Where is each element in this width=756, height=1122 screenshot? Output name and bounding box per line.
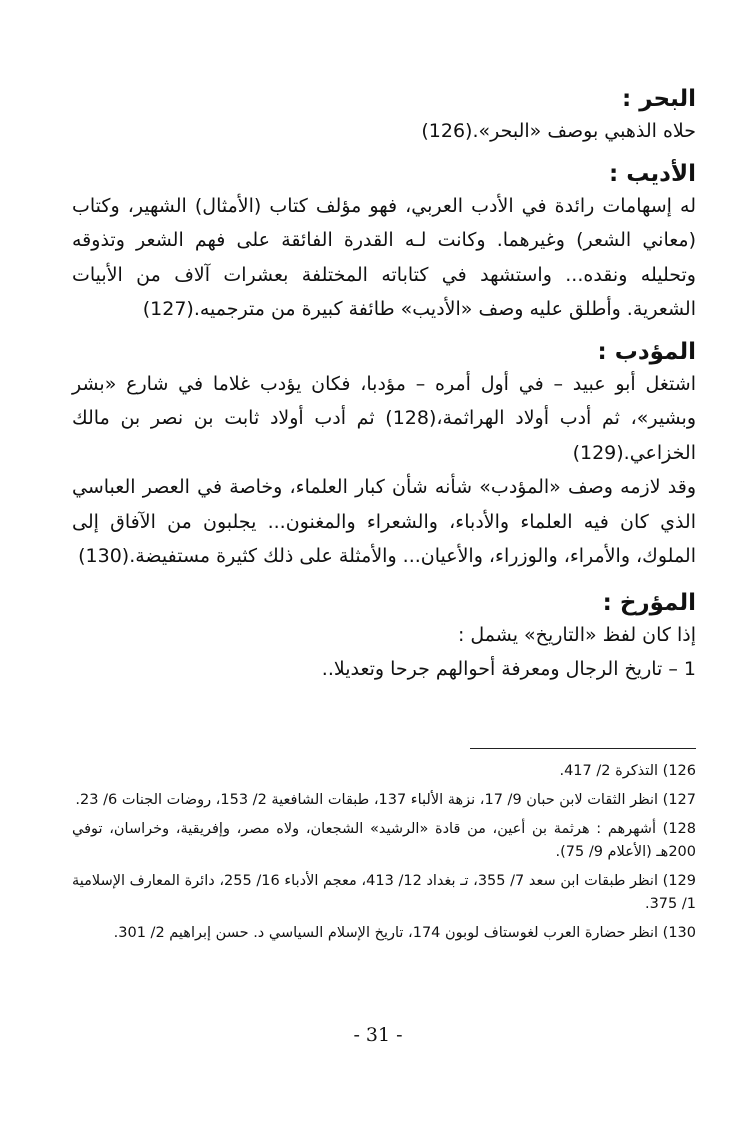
footnote-126: 126) التذكرة 2/ 417. — [559, 763, 696, 779]
section-heading-historian: المؤرخ : — [602, 589, 696, 616]
footnote-130: 130) انظر حضارة العرب لغوستاف لوبون 174، تاريخ الإسلام السياسي د. حسن إبراهيم 2/ 301. — [113, 925, 696, 941]
section-heading-literary: الأديب : — [608, 160, 696, 187]
section-heading-educator: المؤدب : — [597, 338, 696, 365]
page-body — [72, 84, 696, 941]
paragraph-literary: له إسهامات رائدة في الأدب العربي، فهو مؤلف كتاب (الأمثال) الشهير، وكتاب (معاني الشعر) وغيرهما. وكانت لـه القدرة الفائقة على فهم الشعر وتذوقه وتحليله ونقده... واستشهد في كتاباته المختلفة بعشرات آلاف من الأبيات الشعرية. وأطلق عليه وصف «الأديب» طائفة كبيرة من مترجميه.(127) — [72, 194, 696, 320]
section-heading-sea: البحر : — [622, 86, 696, 112]
paragraph-sea: حلاه الذهبي بوصف «البحر».(126) — [421, 120, 696, 142]
footnote-divider — [470, 748, 696, 749]
page-number: - 31 - — [353, 1024, 403, 1046]
paragraph-educator-2: وقد لازمه وصف «المؤدب» شأنه شأن كبار العلماء، وخاصة في العصر العباسي الذي كان فيه العلماء والأدباء، والشعراء والمغنون... يجلبون من الآفاق إلى الملوك، والأمراء، والوزراء، والأعيان... والأمثلة على ذلك كثيرة مستفيضة.(130) — [72, 476, 696, 567]
footnote-128: 128) أشهرهم : هرثمة بن أعين، من قادة «الرشيد» الشجعان، ولاه مصر، وإفريقية، وخراسان، توفي 200هـ (الأعلام 9/ 75). — [72, 821, 696, 860]
footnote-127: 127) انظر الثقات لابن حبان 9/ 17، نزهة الألباء 137، طبقات الشافعية 2/ 153، روضات الجنات 6/ 23. — [75, 792, 696, 808]
footnote-129: 129) انظر طبقات ابن سعد 7/ 355، تـ بغداد 12/ 413، معجم الأدباء 16/ 255، دائرة المعارف الإسلامية 1/ 375. — [72, 873, 696, 912]
paragraph-historian-2: 1 – تاريخ الرجال ومعرفة أحوالهم جرحا وتعديلا.. — [321, 658, 696, 680]
paragraph-educator-1: اشتغل أبو عبيد – في أول أمره – مؤدبا، فكان يؤدب غلاما في شارع «بشر وبشير»، ثم أدب أولاد الهراثمة،(128) ثم أدب أولاد ثابت بن نصر بن مالك الخزاعي.(129) — [72, 372, 696, 464]
paragraph-historian-1: إذا كان لفظ «التاريخ» يشمل : — [457, 623, 696, 646]
footnotes — [72, 760, 696, 951]
